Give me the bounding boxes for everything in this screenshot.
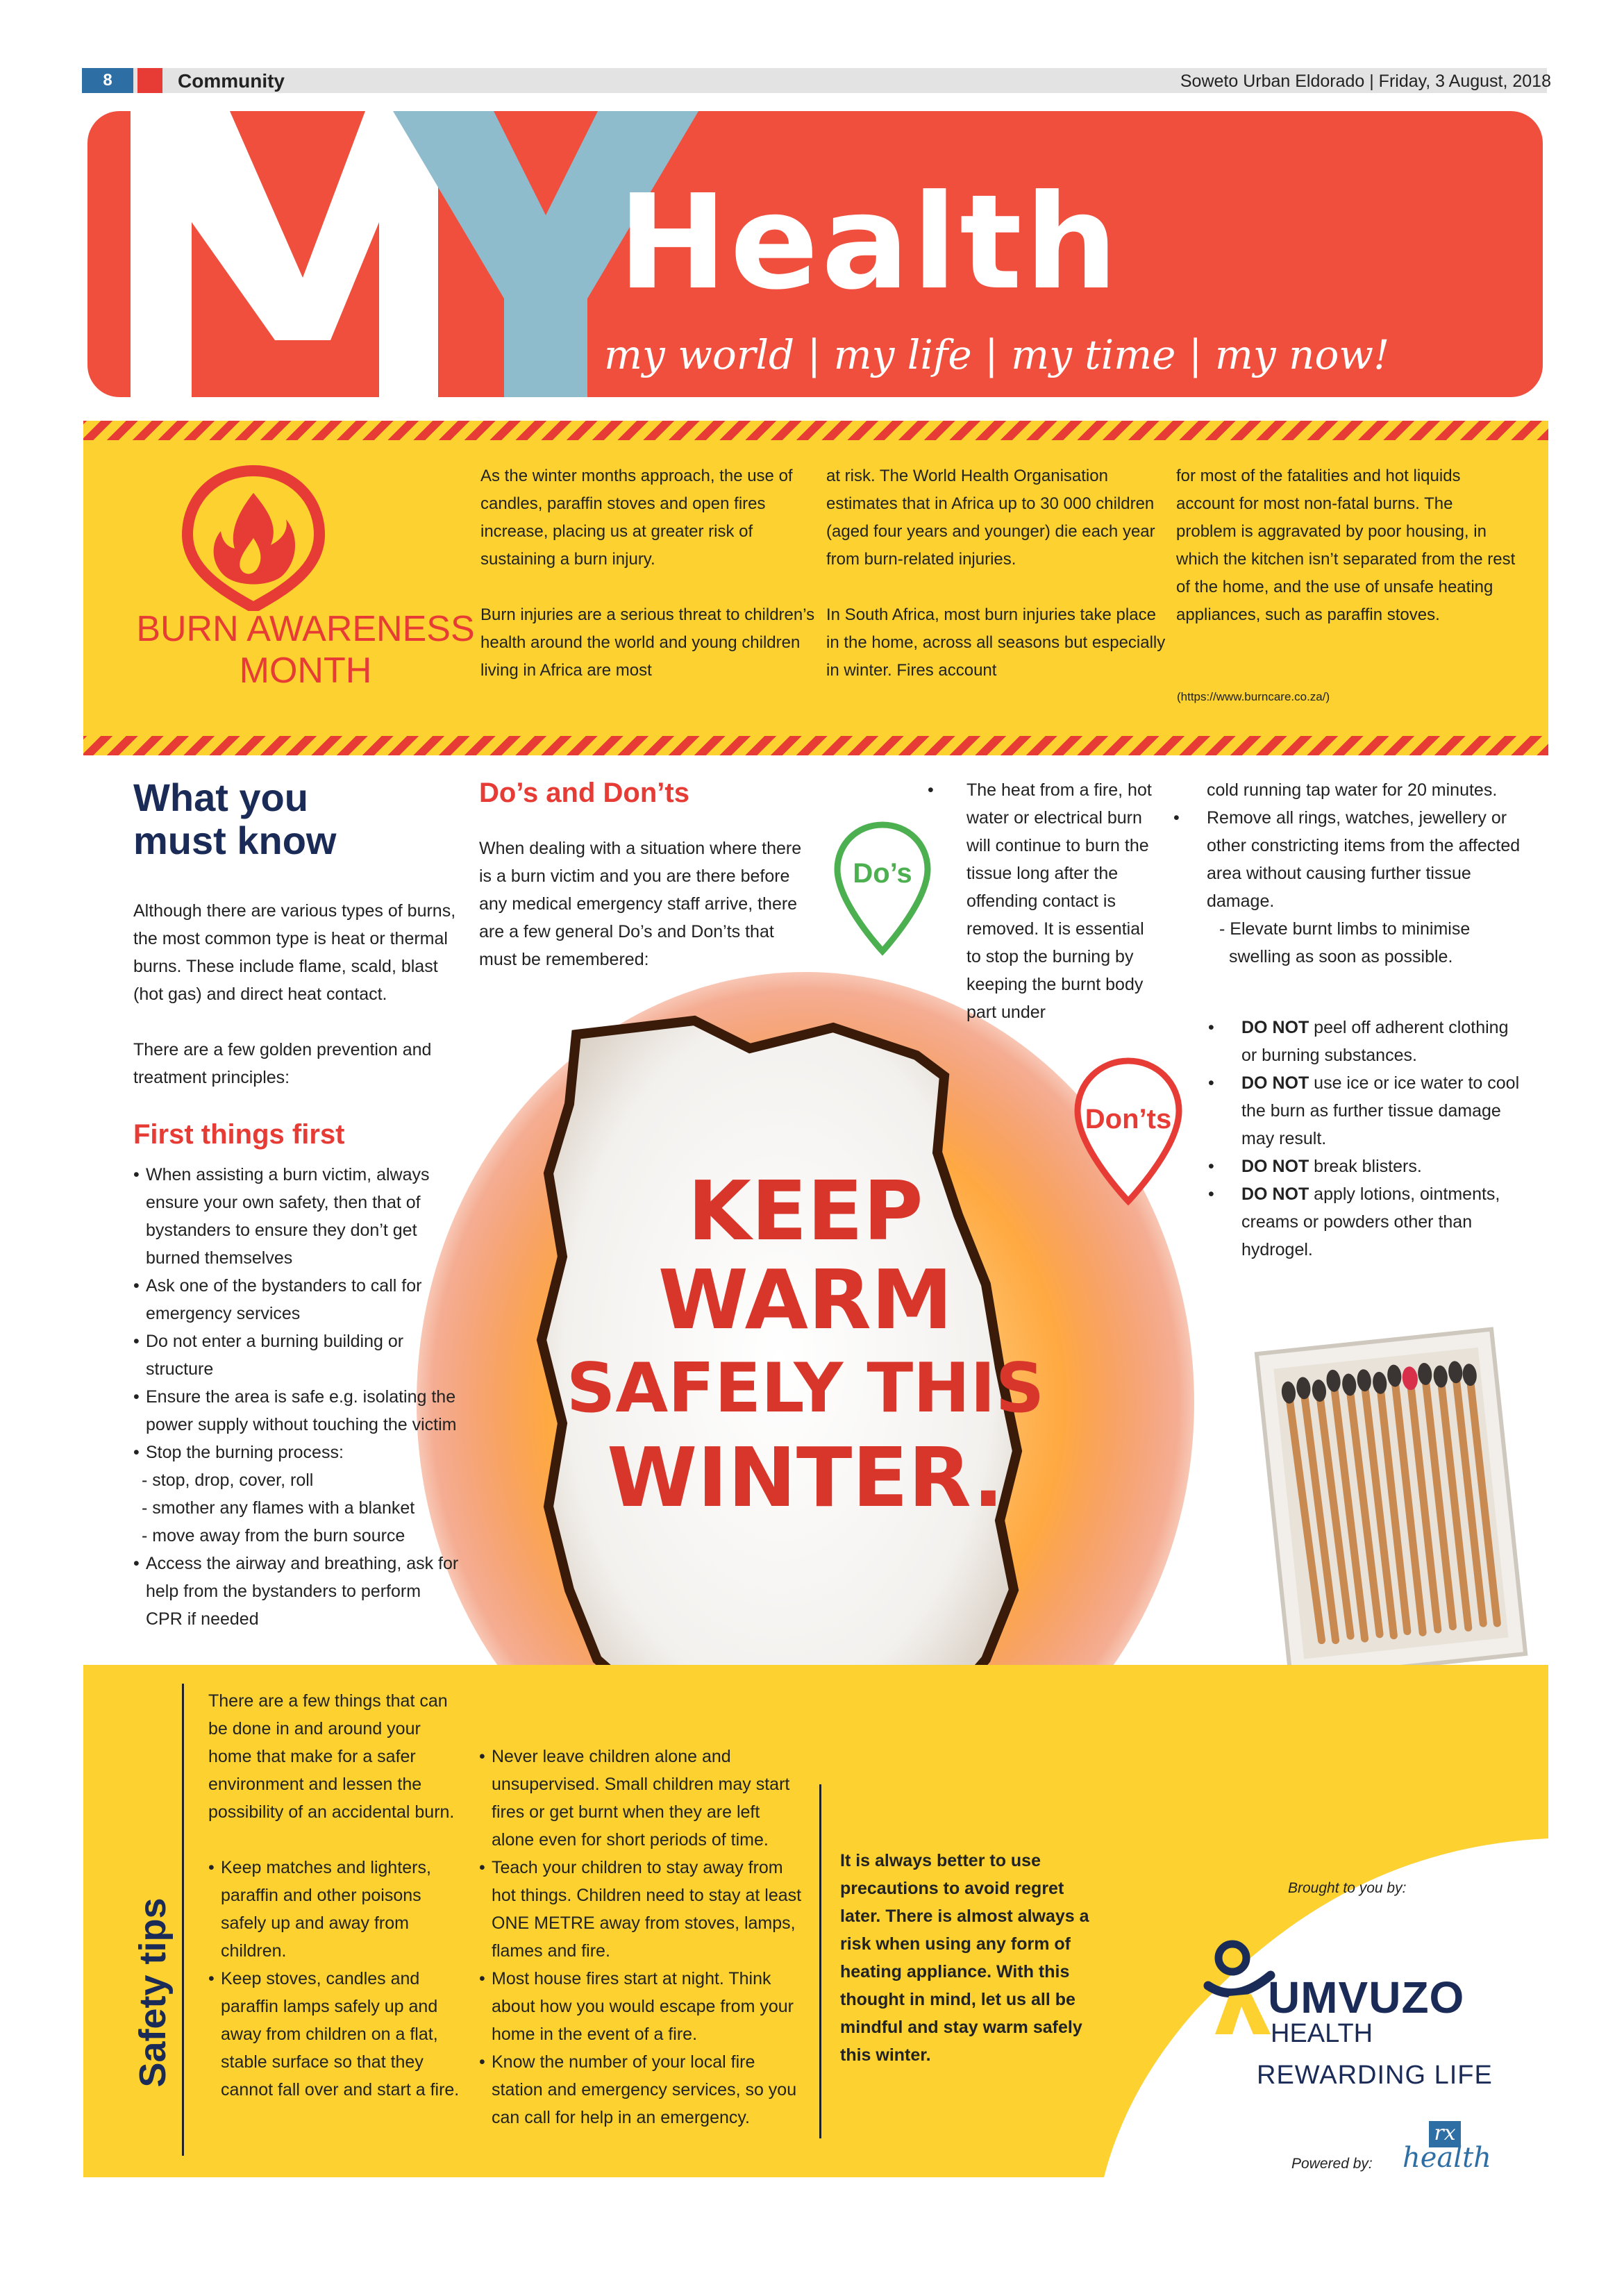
safety-tips-title-wrap: [97, 1897, 208, 2088]
burn-paragraph: Burn injuries are a serious threat to children’s health around the world and young children living in Africa are most: [480, 605, 815, 680]
umvuzo-figure-icon: [1201, 1937, 1278, 2041]
list-item: • Ask one of the bystanders to call for emergency services: [133, 1272, 460, 1327]
safety-list-1: [208, 1854, 465, 2104]
safety-column-1: [208, 1687, 465, 2104]
burn-awareness-panel: [83, 421, 1548, 755]
hazard-stripe-bottom: [83, 736, 1548, 755]
safety-closing: It is always better to use precautions to avoid regret later. There is almost always a risk when using any form of heating appliance. With this thought in mind, let us all be mindful and stay warm safely this winter.: [840, 1851, 1089, 2065]
donts-list: • DO NOT peel off adherent clothing or burning substances. • DO NOT use ice or ice water to cool the burn as further tissue damage may result. • DO NOT break blisters. • DO NOT apply lotions, ointments, creams or powders other than hydrogel.: [1208, 1018, 1520, 1259]
safety-divider: [182, 1684, 184, 2156]
burn-column-2: [826, 462, 1166, 712]
dos-and-donts-section: [479, 776, 805, 973]
dos-intro: When dealing with a situation where there is a burn victim and you are there before any medical emergency staff arrive, there are a few general Do’s and Don’ts that must be remembered:: [479, 839, 802, 969]
list-item: • When assisting a burn victim, always ensure your own safety, then that of bystanders to ensure they don’t get burned themselves: [133, 1161, 460, 1272]
section-label: Community: [178, 70, 285, 92]
list-item: • Do not enter a burning building or structure: [133, 1327, 460, 1383]
rx-health-text: health: [1403, 2142, 1491, 2174]
dos-pin-label: Do’s: [853, 858, 912, 889]
banner-tagline: my world | my life | my time | my now!: [604, 331, 1390, 378]
flame-pin-icon: [174, 465, 333, 611]
burn-paragraph: As the winter months approach, the use of candles, paraffin stoves and open fires increase, placing us at greater risk of sustaining a burn injury.: [480, 467, 793, 569]
dos-item-text: The heat from a fire, hot water or electrical burn will continue to burn the tissue long after the offending contact is removed. It is essential to stop the burning by keeping the burnt body part under: [966, 780, 1152, 1022]
list-item: • Most house fires start at night. Think about how you would escape from your home in the event of a fire.: [479, 1965, 805, 2048]
burn-column-3: [1176, 462, 1516, 657]
first-things-list-cont: [133, 1550, 460, 1633]
burning-process-sublist: [133, 1466, 460, 1550]
brand-name: UMVUZO: [1268, 1972, 1465, 2022]
dos-item-text: cold running tap water for 20 minutes.: [1207, 780, 1498, 800]
know-paragraph: There are a few golden prevention and treatment principles:: [133, 1040, 432, 1087]
list-item: • Stop the burning process:: [133, 1439, 460, 1466]
first-things-list: [133, 1161, 460, 1466]
page-number: 8: [82, 68, 133, 93]
rx-health-logo: [1396, 2121, 1493, 2177]
first-things-first-title: First things first: [133, 1119, 345, 1150]
list-item: • Access the airway and breathing, ask for help from the bystanders to perform CPR if needed: [133, 1550, 460, 1633]
poster-line: SAFELY THIS: [566, 1349, 1045, 1428]
list-item: • Know the number of your local fire station and emergency services, so you can call for help in an emergency.: [479, 2048, 805, 2131]
poster-line: KEEP: [687, 1163, 923, 1259]
banner-title: Health: [618, 167, 1121, 319]
dos-item: • The heat from a fire, hot water or electrical burn will continue to burn the tissue long after the offending contact is removed. It is essential to stop the burning by keeping the burnt body part under: [928, 780, 1152, 1022]
know-title-line1: What you: [133, 776, 308, 819]
rx-box: rx: [1429, 2121, 1461, 2147]
list-item: • Teach your children to stay away from hot things. Children need to stay at least ONE METRE away from stoves, lamps, flames and fire.: [479, 1854, 805, 1965]
dos-and-donts-title: Do’s and Don’ts: [479, 778, 689, 808]
poster-line: WINTER.: [607, 1430, 1004, 1525]
burn-column-1: [480, 462, 821, 712]
list-item: • Keep matches and lighters, paraffin and other poisons safely up and away from children.: [208, 1854, 465, 1965]
burn-paragraph: In South Africa, most burn injuries take place in the home, across all seasons but especially in winter. Fires account: [826, 605, 1166, 680]
safety-divider-2: [819, 1784, 821, 2138]
brand-sub: HEALTH: [1271, 2019, 1373, 2048]
list-item: - smother any flames with a blanket: [142, 1498, 415, 1518]
poster-text: [549, 1163, 1062, 1525]
know-paragraph: Although there are various types of burns, the most common type is heat or thermal burns. These include flame, scald, blast (hot gas) and direct heat contact.: [133, 901, 456, 1004]
burn-paragraph: at risk. The World Health Organisation estimates that in Africa up to 30 000 children (aged four years and younger) die each year from burn-related injuries.: [826, 467, 1155, 569]
list-item: - stop, drop, cover, roll: [142, 1470, 314, 1490]
brand-slogan: REWARDING LIFE: [1257, 2061, 1493, 2090]
dateline: Soweto Urban Eldorado | Friday, 3 August, 2018: [1180, 72, 1551, 91]
do-not-label: DO NOT: [1241, 1018, 1309, 1037]
donts-item-text: break blisters.: [1309, 1157, 1422, 1176]
burn-title-line2: MONTH: [239, 651, 372, 691]
burn-awareness-title: [111, 608, 500, 692]
dos-items-right: cold running tap water for 20 minutes. • Remove all rings, watches, jewellery or other constricting items from the affected area without causing further tissue damage. - Elevate burnt limbs to minimise swelling as soon as possible.: [1173, 776, 1527, 971]
list-item: • Ensure the area is safe e.g. isolating the power supply without touching the victim: [133, 1383, 460, 1439]
do-not-label: DO NOT: [1241, 1157, 1309, 1176]
know-title-line2: must know: [133, 819, 337, 862]
matchbox-image: [1253, 1326, 1544, 1687]
hazard-stripe-top: [83, 421, 1548, 440]
list-item: • Never leave children alone and unsupervised. Small children may start fires or get burnt when they are left alone even for short periods of time.: [479, 1743, 805, 1854]
safety-intro: There are a few things that can be done in and around your home that make for a safer environment and lessen the possibility of an accidental burn.: [208, 1691, 455, 1822]
brought-to-you-by: Brought to you by:: [1288, 1880, 1407, 1896]
poster-line: WARM: [658, 1252, 953, 1348]
burn-title-line1: BURN AWARENESS: [136, 609, 475, 649]
donts-item-text: peel off adherent clothing or burning substances.: [1241, 1018, 1509, 1065]
safety-tips-title: Safety tips: [132, 1897, 174, 2088]
safety-list-2: [479, 1743, 805, 2131]
list-item: - move away from the burn source: [142, 1526, 405, 1545]
what-you-must-know-section: [133, 776, 460, 1633]
donts-pin-label: Don’ts: [1085, 1104, 1172, 1134]
dos-item-text: Remove all rings, watches, jewellery or other constricting items from the affected area without causing further tissue damage.: [1207, 808, 1521, 911]
burn-source: (https://www.burncare.co.za/): [1177, 690, 1330, 703]
do-not-label: DO NOT: [1241, 1184, 1309, 1204]
do-not-label: DO NOT: [1241, 1073, 1309, 1093]
header-red-square: [137, 68, 162, 93]
safety-column-2: [479, 1743, 805, 2131]
list-item: • Keep stoves, candles and paraffin lamps safely up and away from children on a flat, stable surface so that they cannot fall over and start a fire.: [208, 1965, 465, 2104]
powered-by: Powered by:: [1291, 2156, 1373, 2172]
dos-item-text: - Elevate burnt limbs to minimise swelling as soon as possible.: [1219, 919, 1471, 966]
burn-paragraph: for most of the fatalities and hot liquids account for most non-fatal burns. The problem is aggravated by poor housing, in which the kitchen isn’t separated from the rest of the home, and the use of unsafe heating appliances, such as paraffin stoves.: [1176, 467, 1516, 624]
donts-item-text: use ice or ice water to cool the burn as further tissue damage may result.: [1241, 1073, 1520, 1148]
donts-item-text: apply lotions, ointments, creams or powders other than hydrogel.: [1241, 1184, 1500, 1259]
